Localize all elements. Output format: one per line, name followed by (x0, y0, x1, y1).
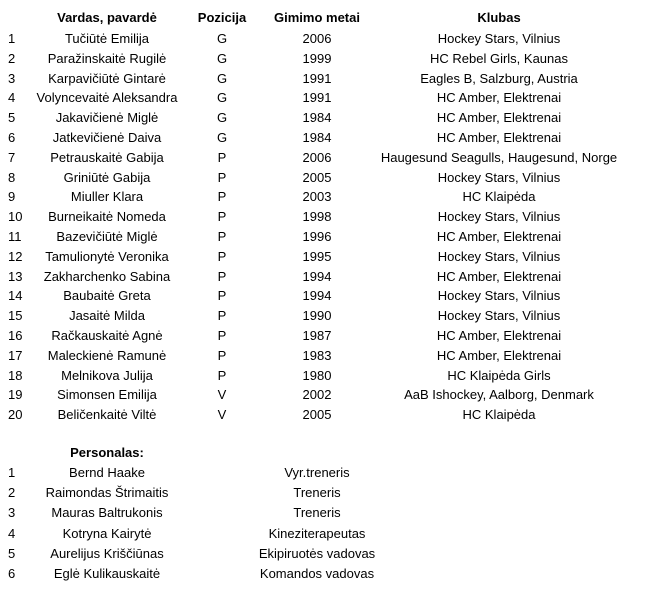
player-num: 5 (8, 110, 16, 126)
player-position: P (217, 169, 227, 185)
player-birth-year: 1998 (302, 209, 332, 225)
player-club: HC Amber, Elektrenai (436, 110, 562, 126)
player-birth-year: 1999 (302, 50, 332, 66)
player-birth-year: 1994 (302, 288, 332, 304)
player-num: 2 (8, 50, 16, 66)
player-club: Hockey Stars, Vilnius (437, 288, 561, 304)
player-name: Miuller Klara (70, 189, 144, 205)
player-name: Karpavičiūtė Gintarė (48, 70, 166, 86)
player-birth-year: 1994 (302, 268, 332, 284)
header-position: Pozicija (197, 10, 247, 25)
player-table-header (0, 8, 655, 28)
player-num: 9 (8, 189, 16, 205)
player-num: 10 (8, 209, 23, 225)
staff-num: 5 (8, 545, 16, 561)
player-club: Hockey Stars, Vilnius (437, 169, 561, 185)
player-name: Beličenkaitė Viltė (57, 407, 157, 423)
player-position: V (217, 387, 227, 403)
staff-header-row (0, 443, 655, 463)
player-num: 3 (8, 70, 16, 86)
player-birth-year: 1984 (302, 110, 332, 126)
player-birth-year: 1991 (302, 70, 332, 86)
player-position: P (217, 149, 227, 165)
player-row (0, 88, 655, 108)
player-club: Hockey Stars, Vilnius (437, 308, 561, 324)
player-name: Račkauskaitė Agnė (51, 328, 163, 343)
player-num: 18 (8, 367, 23, 383)
player-row (0, 405, 655, 425)
player-name: Zakharchenko Sabina (43, 268, 171, 284)
player-position: P (217, 347, 227, 363)
player-position: P (217, 288, 227, 304)
player-name: Jatkevičienė Daiva (52, 130, 162, 145)
staff-row (0, 483, 655, 503)
player-row (0, 385, 655, 405)
player-num: 16 (8, 328, 23, 343)
staff-row (0, 544, 655, 564)
player-name: Jasaitė Milda (69, 308, 145, 324)
player-birth-year: 1987 (302, 328, 332, 343)
player-birth-year: 2005 (302, 407, 332, 423)
player-row (0, 148, 655, 168)
staff-role: Treneris (293, 505, 341, 521)
staff-role: Ekipiruotės vadovas (258, 545, 376, 561)
staff-row (0, 503, 655, 523)
player-num: 12 (8, 248, 23, 264)
player-club: HC Amber, Elektrenai (436, 347, 562, 363)
player-club: HC Klaipėda (462, 189, 536, 205)
player-birth-year: 2002 (302, 387, 332, 403)
player-club: HC Amber, Elektrenai (436, 229, 562, 244)
player-name: Jakavičienė Miglė (55, 110, 159, 126)
player-birth-year: 2006 (302, 31, 332, 46)
header-name: Vardas, pavardė (57, 10, 157, 25)
player-club: HC Amber, Elektrenai (436, 130, 562, 145)
player-club: Eagles B, Salzburg, Austria (420, 70, 578, 86)
player-num: 8 (8, 169, 16, 185)
player-birth-year: 1996 (302, 229, 332, 244)
staff-num: 2 (8, 485, 16, 501)
player-num: 6 (8, 130, 16, 145)
player-club: Hockey Stars, Vilnius (437, 248, 561, 264)
player-position: G (216, 90, 228, 106)
staff-name: Bernd Haake (69, 465, 145, 480)
player-row (0, 108, 655, 128)
player-row (0, 128, 655, 148)
player-num: 1 (8, 31, 16, 46)
staff-role: Vyr.treneris (284, 465, 350, 480)
player-num: 15 (8, 308, 23, 324)
player-row (0, 286, 655, 306)
player-num: 19 (8, 387, 23, 403)
player-club: Haugesund Seagulls, Haugesund, Norge (380, 149, 618, 165)
player-row (0, 207, 655, 227)
player-row (0, 326, 655, 346)
player-num: 7 (8, 149, 16, 165)
player-name: Tamulionytė Veronika (45, 248, 169, 264)
player-position: G (216, 31, 228, 46)
player-club: HC Klaipėda Girls (447, 367, 551, 383)
player-name: Volyncevaitė Aleksandra (36, 90, 178, 106)
player-name: Tučiūtė Emilija (64, 31, 150, 46)
player-birth-year: 1991 (302, 90, 332, 106)
header-club: Klubas (477, 10, 521, 25)
staff-num: 6 (8, 566, 16, 581)
player-num: 20 (8, 407, 23, 423)
player-num: 13 (8, 268, 23, 284)
player-position: P (217, 308, 227, 324)
staff-role: Kineziterapeutas (268, 525, 366, 541)
player-row (0, 187, 655, 207)
player-birth-year: 2005 (302, 169, 332, 185)
player-position: P (217, 367, 227, 383)
player-name: Melnikova Julija (61, 367, 153, 383)
player-club: HC Amber, Elektrenai (436, 268, 562, 284)
player-position: G (216, 70, 228, 86)
staff-name: Aurelijus Kriščiūnas (50, 545, 164, 561)
player-name: Baubaitė Greta (63, 288, 151, 304)
player-row (0, 267, 655, 287)
player-row (0, 227, 655, 247)
player-name: Paražinskaitė Rugilė (47, 50, 167, 66)
player-club: HC Klaipėda (462, 407, 536, 423)
player-birth-year: 1984 (302, 130, 332, 145)
player-row (0, 366, 655, 386)
player-club: AaB Ishockey, Aalborg, Denmark (404, 387, 594, 403)
player-position: G (216, 110, 228, 126)
staff-name: Kotryna Kairytė (62, 525, 152, 541)
player-birth-year: 2006 (302, 149, 332, 165)
player-name: Maleckienė Ramunė (47, 347, 167, 363)
player-num: 14 (8, 288, 23, 304)
player-position: G (216, 50, 228, 66)
player-position: P (217, 328, 227, 343)
header-birth-year: Gimimo metai (274, 10, 360, 25)
staff-row (0, 463, 655, 483)
player-num: 4 (8, 90, 16, 106)
player-birth-year: 1983 (302, 347, 332, 363)
player-num: 11 (8, 229, 22, 244)
player-name: Simonsen Emilija (57, 387, 157, 403)
player-position: P (217, 229, 227, 244)
player-row (0, 306, 655, 326)
player-name: Bazevičiūtė Miglė (56, 229, 158, 244)
staff-name: Raimondas Štrimaitis (45, 485, 169, 501)
player-row (0, 247, 655, 267)
player-position: P (217, 209, 227, 225)
player-birth-year: 2003 (302, 189, 332, 205)
staff-num: 4 (8, 525, 16, 541)
player-position: G (216, 130, 228, 145)
player-position: V (217, 407, 227, 423)
player-num: 17 (8, 347, 23, 363)
player-birth-year: 1990 (302, 308, 332, 324)
player-birth-year: 1980 (302, 367, 332, 383)
staff-role: Komandos vadovas (259, 566, 375, 581)
player-position: P (217, 248, 227, 264)
staff-row (0, 524, 655, 544)
player-club: HC Amber, Elektrenai (436, 90, 562, 106)
staff-num: 1 (8, 465, 16, 480)
player-name: Burneikaitė Nomeda (48, 209, 166, 225)
player-birth-year: 1995 (302, 248, 332, 264)
player-name: Griniūtė Gabija (63, 169, 151, 185)
player-position: P (217, 189, 227, 205)
player-club: Hockey Stars, Vilnius (437, 209, 561, 225)
player-row (0, 346, 655, 366)
player-row (0, 49, 655, 69)
player-row (0, 168, 655, 188)
player-row (0, 69, 655, 89)
staff-row (0, 564, 655, 584)
player-position: P (217, 268, 227, 284)
staff-header: Personalas: (70, 445, 144, 460)
staff-role: Treneris (293, 485, 341, 501)
player-club: Hockey Stars, Vilnius (437, 31, 561, 46)
staff-name: Eglė Kulikauskaitė (53, 566, 161, 581)
staff-num: 3 (8, 505, 16, 521)
staff-name: Mauras Baltrukonis (51, 505, 163, 521)
player-name: Petrauskaitė Gabija (50, 149, 164, 165)
player-club: HC Amber, Elektrenai (436, 328, 562, 343)
player-club: HC Rebel Girls, Kaunas (430, 50, 568, 66)
player-row (0, 29, 655, 49)
